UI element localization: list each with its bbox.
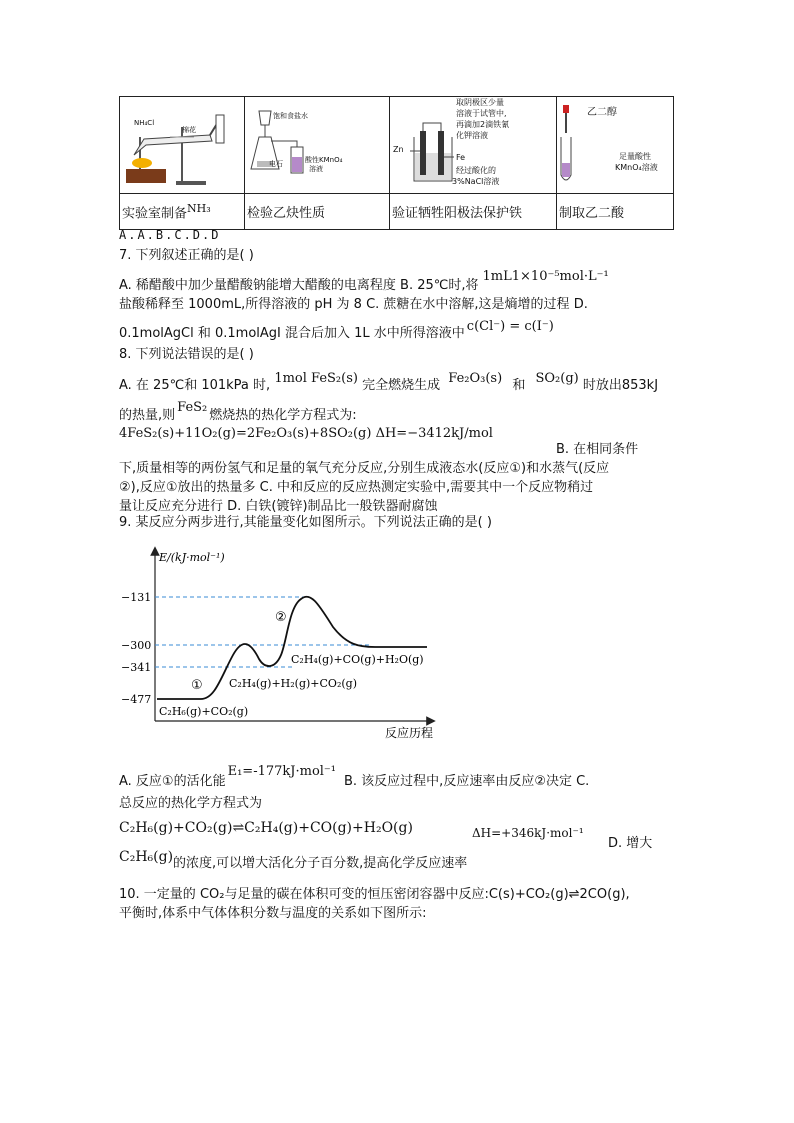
nh4cl-label: NH₄Cl	[134, 119, 155, 127]
q8-opt-b: B. 在相同条件	[556, 442, 639, 457]
acetylene-apparatus-icon	[245, 97, 389, 189]
cathode-sample-label-3: 再滴加2滴铁氰	[456, 120, 510, 129]
q9-opt-d: D. 增大	[608, 836, 653, 851]
q8-f2: Fe₂O₃(s)	[448, 371, 503, 386]
q8-f1: 1mol FeS₂(s)	[274, 371, 358, 386]
caption-oxalic: 制取乙二酸	[557, 194, 674, 230]
ytick-341: −341	[121, 661, 152, 674]
q7-formula1: 1mL1×10⁻⁵mol·L⁻¹	[482, 269, 609, 284]
q10-line2: 平衡时,体系中气体体积分数与温度的关系如下图所示:	[119, 906, 427, 921]
nh3-formula: NH₃	[187, 202, 211, 215]
apparatus-table	[119, 96, 674, 230]
q9-line4: C₂H₆(g)的浓度,可以增大活化分子百分数,提高化学反应速率	[119, 849, 468, 871]
ytick-300: −300	[121, 639, 152, 652]
q7-stem: 7. 下列叙述正确的是( )	[119, 248, 254, 263]
q6-options: A.A.B.C.D.D	[119, 228, 221, 242]
q7-line2: 盐酸稀释至 1000mL,所得溶液的 pH 为 8 C. 蔗糖在水中溶解,这是熵增的过程 D.	[119, 297, 588, 312]
nacl-label-2: 3%NaCl溶液	[452, 177, 500, 186]
cotton-label: 棉花	[182, 126, 196, 134]
q9-equation: C₂H₆(g)+CO₂(g)⇌C₂H₄(g)+CO(g)+H₂O(g)	[119, 820, 413, 836]
q7-line3: 0.1molAgCl 和 0.1molAgI 混合后加入 1L 水中所得溶液中 c(Cl⁻) = c(I⁻)	[119, 319, 554, 341]
nh3-apparatus-icon	[120, 97, 244, 189]
fe-label: Fe	[456, 153, 466, 162]
ytick-477: −477	[121, 693, 152, 706]
q8-f3: SO₂(g)	[535, 371, 579, 386]
apparatus-nh3	[120, 97, 245, 194]
caption-acetylene: 检验乙炔性质	[245, 194, 390, 230]
nacl-label: 经过酸化的	[456, 166, 496, 175]
y-axis-label: E/(kJ·mol⁻¹)	[159, 551, 225, 564]
q9-stem: 9. 某反应分两步进行,其能量变化如图所示。下列说法正确的是( )	[119, 515, 492, 530]
step1-label: ①	[191, 678, 203, 693]
q10-line1: 10. 一定量的 CO₂与足量的碳在体积可变的恒压密闭容器中反应:C(s)+CO₂(g)⇌2CO(g),	[119, 887, 630, 902]
q8-line2: 的热量,则FeS₂燃烧热的热化学方程式为:	[119, 400, 357, 423]
step2-label: ②	[275, 610, 287, 625]
q8-f4: FeS₂	[177, 400, 208, 415]
carbide-label: 电石	[269, 160, 283, 168]
q7-line1: A. 稀醋酸中加少量醋酸钠能增大醋酸的电离程度 B. 25℃时,将1mL1×10⁻⁵mol·L⁻¹	[119, 269, 609, 293]
excess-kmno4-label-2: KMnO₄溶液	[615, 163, 658, 172]
q8-line6: 量让反应充分进行 D. 白铁(镀锌)制品比一般铁器耐腐蚀	[119, 499, 438, 514]
q8-equation: 4FeS₂(s)+11O₂(g)=2Fe₂O₃(s)+8SO₂(g) ΔH=−3412kJ/mol	[119, 426, 493, 441]
q8-line5: ②),反应①放出的热量多 C. 中和反应的反应热测定实验中,需要其中一个反应物稍过	[119, 480, 594, 495]
apparatus-acetylene	[245, 97, 390, 194]
q9-dh: ΔH=+346kJ·mol⁻¹	[472, 826, 584, 840]
apparatus-oxalic	[557, 97, 674, 194]
q9-c2h6: C₂H₆(g)	[119, 849, 174, 865]
x-axis-label: 反应历程	[385, 726, 434, 740]
zn-label: Zn	[393, 145, 404, 154]
q9-line2: 总反应的热化学方程式为	[119, 796, 263, 811]
excess-kmno4-label: 足量酸性	[619, 152, 651, 161]
initial-label: C₂H₆(g)+CO₂(g)	[159, 705, 249, 718]
cathode-sample-label-4: 化钾溶液	[456, 131, 488, 140]
cathode-sample-label-2: 溶液于试管中,	[456, 109, 507, 118]
q7-formula3: c(Cl⁻) = c(I⁻)	[466, 319, 554, 334]
energy-diagram	[119, 545, 449, 745]
kmno4-label: 酸性KMnO₄	[305, 156, 343, 164]
solution-label: 溶液	[309, 165, 323, 173]
glycol-label: 乙二醇	[587, 107, 617, 118]
q8-stem: 8. 下列说法错误的是( )	[119, 347, 254, 362]
q9-e1: E₁=-177kJ·mol⁻¹	[227, 764, 336, 779]
caption-zn-fe: 验证牺牲阳极法保护铁	[390, 194, 557, 230]
caption-nh3: 实验室制备$^{NH_3}$	[120, 194, 245, 230]
q8-line4: 下,质量相等的两份氢气和足量的氧气充分反应,分别生成液态水(反应①)和水蒸气(反应	[119, 461, 610, 476]
cathode-sample-label: 取阴极区少量	[456, 98, 504, 107]
intermediate-label: C₂H₄(g)+H₂(g)+CO₂(g)	[229, 677, 357, 690]
apparatus-zn-fe	[390, 97, 557, 194]
final-label: C₂H₄(g)+CO(g)+H₂O(g)	[291, 653, 424, 666]
q8-line1: A. 在 25℃和 101kPa 时, 1mol FeS₂(s) 完全燃烧生成 Fe₂O₃(s) 和 SO₂(g) 时放出853kJ	[119, 371, 659, 393]
brine-label: 饱和食盐水	[273, 112, 308, 120]
ytick-131: −131	[121, 591, 152, 604]
q9-opt-a: A. 反应①的活化能E₁=-177kJ·mol⁻¹B. 该反应过程中,反应速率由反应②决定 C.	[119, 764, 590, 789]
